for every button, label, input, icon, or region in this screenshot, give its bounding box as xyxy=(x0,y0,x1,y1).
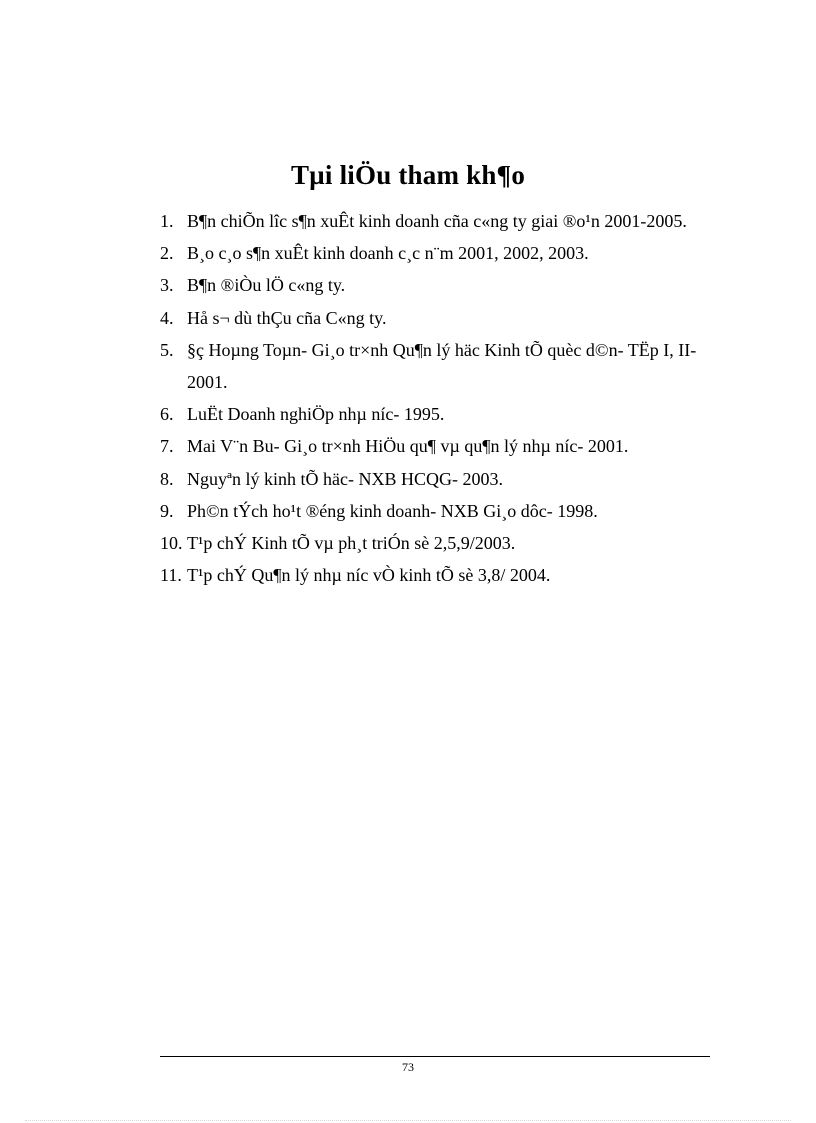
reference-number: 3. xyxy=(160,275,174,296)
reference-text: Nguyªn lý kinh tÕ häc- NXB HCQG- 2003. xyxy=(187,468,503,489)
page-title: Tµi liÖu tham kh¶o xyxy=(290,160,526,190)
reference-number: 6. xyxy=(160,404,174,425)
reference-list xyxy=(160,205,740,591)
reference-item xyxy=(160,463,740,495)
reference-number: 11. xyxy=(160,565,182,586)
reference-text: §ç Hoµng Toµn- Gi¸o tr×nh Qu¶n lý häc Kinh tÕ quèc d©n- TËp I, II- 2001. xyxy=(187,339,697,393)
footer-divider xyxy=(160,1056,710,1057)
page-number: 73 xyxy=(402,1060,414,1074)
reference-number: 7. xyxy=(160,436,174,457)
reference-number: 5. xyxy=(160,339,174,360)
reference-item xyxy=(160,495,740,527)
reference-item xyxy=(160,237,740,269)
reference-item xyxy=(160,334,740,398)
reference-text: T¹p chÝ Kinh tÕ vµ ph¸t triÓn sè 2,5,9/2003. xyxy=(187,533,516,554)
reference-text: Ph©n tÝch ho¹t ®éng kinh doanh- NXB Gi¸o dôc- 1998. xyxy=(187,500,598,521)
reference-text: B¸o c¸o s¶n xuÊt kinh doanh c¸c n¨m 2001, 2002, 2003. xyxy=(187,243,589,264)
reference-number: 2. xyxy=(160,243,174,264)
reference-text: LuËt Doanh nghiÖp nhµ níc- 1995. xyxy=(187,404,445,425)
reference-text: Hå s¬ dù thÇu cña C«ng ty. xyxy=(187,307,387,328)
reference-number: 9. xyxy=(160,500,174,521)
reference-item xyxy=(160,430,740,462)
reference-item xyxy=(160,559,740,591)
reference-text: T¹p chÝ Qu¶n lý nhµ níc vÒ kinh tÕ sè 3,8/ 2004. xyxy=(187,565,551,586)
reference-item xyxy=(160,302,740,334)
reference-text: Mai V¨n Bu- Gi¸o tr×nh HiÖu qu¶ vµ qu¶n lý nhµ níc- 2001. xyxy=(187,436,629,457)
reference-number: 1. xyxy=(160,211,174,231)
reference-item xyxy=(160,398,740,430)
reference-number: 8. xyxy=(160,468,174,489)
reference-item xyxy=(160,205,740,237)
page-edge-divider xyxy=(25,1120,791,1121)
reference-number: 4. xyxy=(160,307,174,328)
reference-item xyxy=(160,269,740,301)
reference-text: B¶n chiÕn lîc s¶n xuÊt kinh doanh cña c«ng ty giai ®o¹n 2001-2005. xyxy=(187,211,687,231)
reference-number: 10. xyxy=(160,533,183,554)
reference-item xyxy=(160,527,740,559)
reference-text: B¶n ®iÒu lÖ c«ng ty. xyxy=(187,275,346,296)
